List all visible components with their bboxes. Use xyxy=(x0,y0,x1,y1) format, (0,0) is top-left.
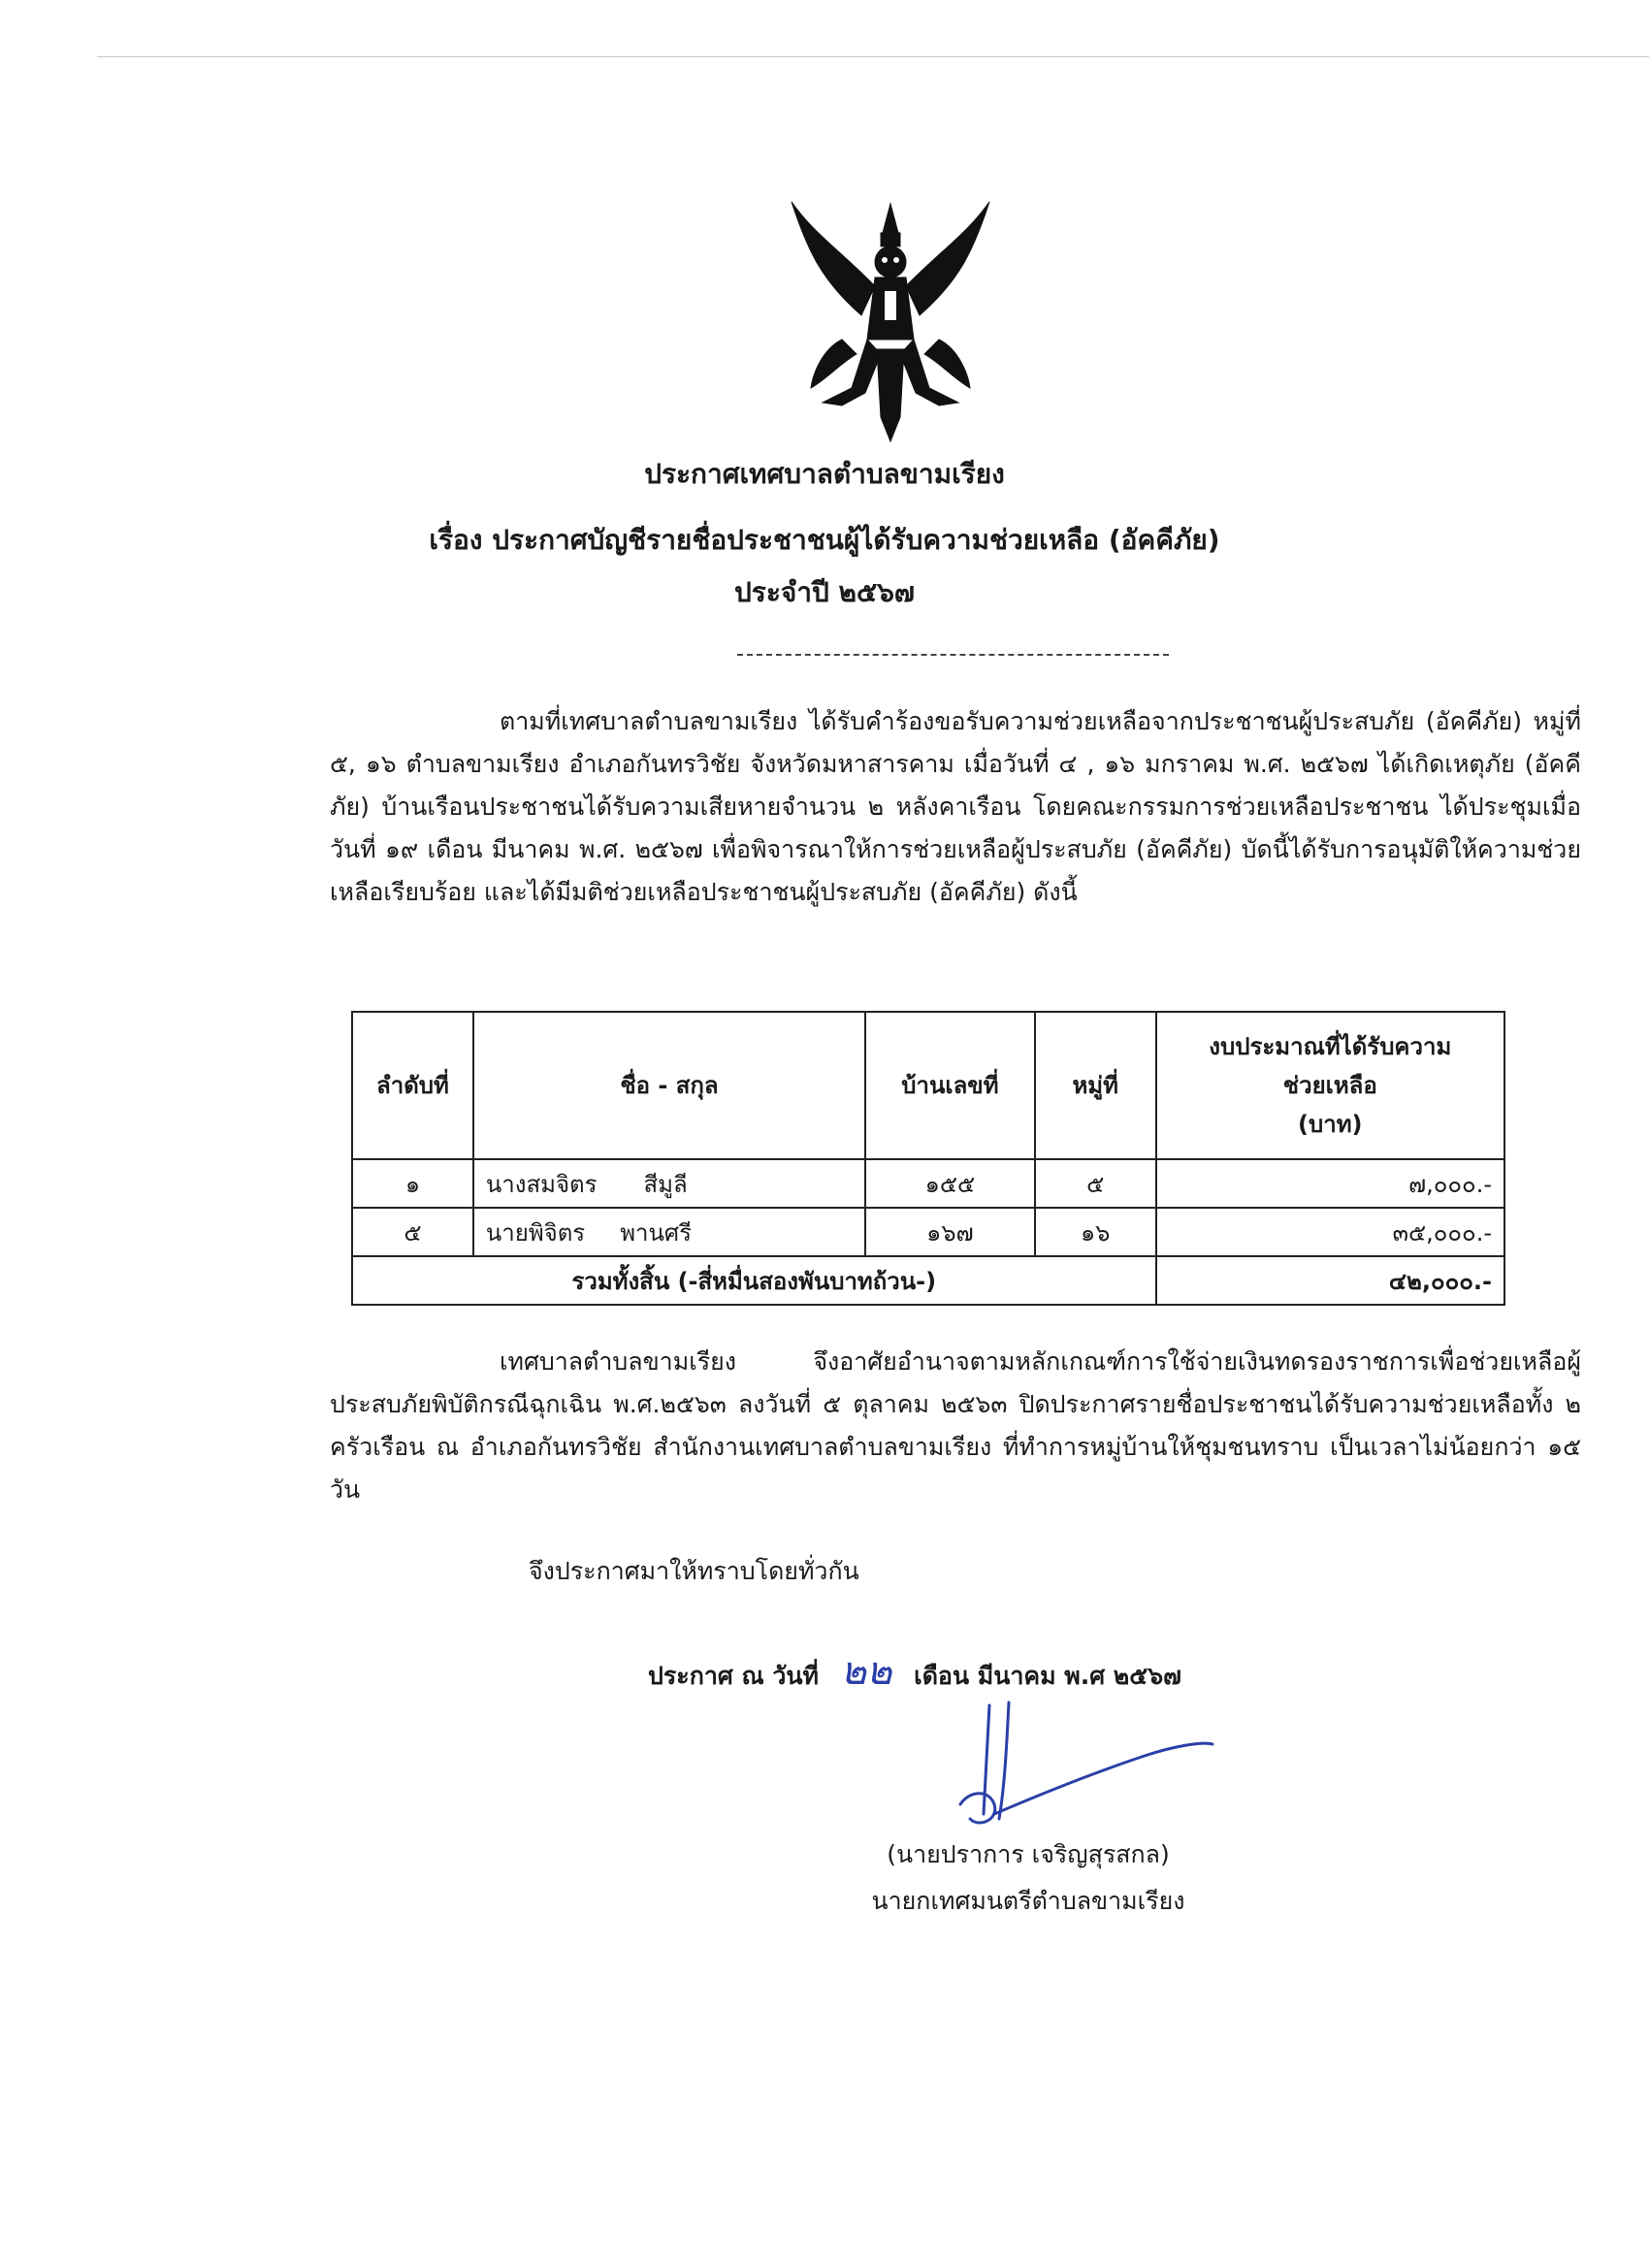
row-no: ๑ xyxy=(352,1159,473,1208)
closing-line: จึงประกาศมาให้ทราบโดยทั่วกัน xyxy=(529,1557,859,1585)
header-no: ลำดับที่ xyxy=(352,1012,473,1159)
table-header-row xyxy=(352,1012,1504,1159)
total-amount: ๔๒,๐๐๐.- xyxy=(1156,1256,1504,1305)
announcement-year: ประจำปี ๒๕๖๗ xyxy=(734,576,915,608)
signer-block xyxy=(834,1831,1222,1925)
date-prefix: ประกาศ ณ วันที่ xyxy=(648,1662,819,1690)
total-label: รวมทั้งสิ้น (-สี่หมื่นสองพันบาทถ้วน-) xyxy=(352,1256,1156,1305)
row-name xyxy=(473,1208,865,1256)
row-house: ๑๕๕ xyxy=(865,1159,1035,1208)
garuda-emblem xyxy=(784,194,997,446)
announcement-title: ประกาศเทศบาลตำบลขามเรียง xyxy=(644,458,1005,490)
header-name: ชื่อ - สกุล xyxy=(473,1012,865,1159)
header-budget xyxy=(1156,1012,1504,1159)
header-budget-line3: (บาท) xyxy=(1298,1111,1363,1138)
aid-recipients-table xyxy=(351,1011,1505,1306)
table-row xyxy=(352,1159,1504,1208)
date-month-year: เดือน มีนาคม พ.ศ ๒๕๖๗ xyxy=(914,1662,1181,1690)
header-house: บ้านเลขที่ xyxy=(865,1012,1035,1159)
row-last-name: สีมูลี xyxy=(643,1170,688,1198)
dashed-divider xyxy=(737,654,1169,656)
handwritten-day: ๒๒ xyxy=(840,1649,892,1694)
row-village: ๑๖ xyxy=(1035,1208,1156,1256)
header-budget-line2: ช่วยเหลือ xyxy=(1282,1072,1377,1099)
row-village: ๕ xyxy=(1035,1159,1156,1208)
paragraph-authority xyxy=(330,1341,1581,1511)
header-village: หมู่ที่ xyxy=(1035,1012,1156,1159)
signature xyxy=(892,1698,1222,1843)
table-total-row xyxy=(352,1256,1504,1305)
table-row xyxy=(352,1208,1504,1256)
row-amount: ๗,๐๐๐.- xyxy=(1156,1159,1504,1208)
row-first-name: นายพิจิตร xyxy=(485,1218,586,1247)
signer-name: (นายปราการ เจริญสุรสกล) xyxy=(887,1840,1170,1868)
signer-position: นายกเทศมนตรีตำบลขามเรียง xyxy=(871,1887,1185,1915)
paragraph-authority-text: เทศบาลตำบลขามเรียง จึงอาศัยอำนาจตามหลักเกณฑ์การใช้จ่ายเงินทดรองราชการเพื่อช่วยเหลือผู้ประสบภัยพิบัติกรณีฉุกเฉิน พ.ศ.๒๕๖๓ ลงวันที่ ๕ ตุลาคม ๒๕๖๓ ปิดประกาศรายชื่อประชาชนได้รับความช่วยเหลือทั้ง ๒ ครัวเรือน ณ อำเภอกันทรวิชัย สำนักงานเทศบาลตำบลขามเรียง ที่ทำการหมู่บ้านให้ชุมชนทราบ เป็นเวลาไม่น้อยกว่า ๑๕ วัน xyxy=(330,1347,1581,1504)
row-no: ๕ xyxy=(352,1208,473,1256)
row-amount: ๓๕,๐๐๐.- xyxy=(1156,1208,1504,1256)
row-house: ๑๖๗ xyxy=(865,1208,1035,1256)
announcement-subject: เรื่อง ประกาศบัญชีรายชื่อประชาชนผู้ได้รับความช่วยเหลือ (อัคคีภัย) xyxy=(429,524,1220,556)
paragraph-background-text: ตามที่เทศบาลตำบลขามเรียง ได้รับคำร้องขอรับความช่วยเหลือจากประชาชนผู้ประสบภัย (อัคคีภัย) หมู่ที่ ๕, ๑๖ ตำบลขามเรียง อำเภอกันทรวิชัย จังหวัดมหาสารคาม เมื่อวันที่ ๔ , ๑๖ มกราคม พ.ศ. ๒๕๖๗ ได้เกิดเหตุภัย (อัคคีภัย) บ้านเรือนประชาชนได้รับความเสียหายจำนวน ๒ หลังคาเรือน โดยคณะกรรมการช่วยเหลือประชาชน ได้ประชุมเมื่อวันที่ ๑๙ เดือน มีนาคม พ.ศ. ๒๕๖๗ เพื่อพิจารณาให้การช่วยเหลือผู้ประสบภัย (อัคคีภัย) บัดนี้ได้รับการอนุมัติให้ความช่วยเหลือเรียบร้อย และได้มีมติช่วยเหลือประชาชนผู้ประสบภัย (อัคคีภัย) ดังนี้ xyxy=(330,707,1581,906)
header-budget-line1: งบประมาณที่ได้รับความ xyxy=(1209,1033,1452,1060)
row-name xyxy=(473,1159,865,1208)
row-last-name: พานศรี xyxy=(620,1218,693,1247)
row-first-name: นางสมจิตร xyxy=(485,1170,598,1198)
top-divider xyxy=(97,56,1649,57)
paragraph-background xyxy=(330,700,1581,914)
date-line xyxy=(648,1639,1195,1701)
